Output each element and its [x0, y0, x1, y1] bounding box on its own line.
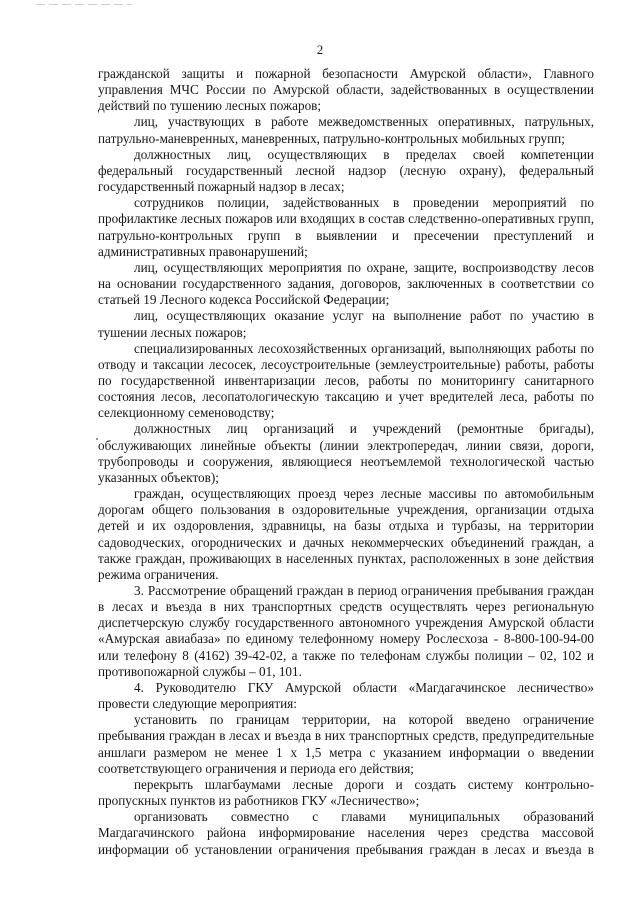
paragraph: должностных лиц организаций и учреждений (ремонтные бригады), обслуживающих линейные объекты (линии электропередач, линии связи, дороги, трубопроводы и сооружения, являющиеся неотъемлемой технологической частью указанных объектов); — [98, 421, 594, 485]
paragraph: сотрудников полиции, задействованных в проведении мероприятий по профилактике лесных пожаров или входящих в состав следственно-оперативных групп, патрульно-контрольных групп в выявлении и пресечении преступлений и административных правонарушений; — [98, 195, 594, 259]
paragraph: установить по границам территории, на которой введено ограничение пребывания граждан в лесах и въезда в них транспортных средств, предупредительные аншлаги размером не менее 1 х 1,5 метра с указанием информации о введении соответствующего ограничения и периода его действия; — [98, 712, 594, 776]
paragraph: организовать совместно с главами муниципальных образований Магдагачинского района информирование населения через средства массовой информации об установлении ограничения пребывания граждан в лесах и въезда в — [98, 809, 594, 857]
scan-artifact — [36, 4, 132, 5]
paragraph: лиц, осуществляющих мероприятия по охране, защите, воспроизводству лесов на основании государственного задания, договоров, заключенных в соответствии со статьей 19 Лесного кодекса Российской Федерации; — [98, 259, 594, 308]
paragraph-continuation: гражданской защиты и пожарной безопасности Амурской области», Главного управления МЧС России по Амурской области, задействованных в осуществлении действий по тушению лесных пожаров; — [98, 66, 594, 114]
numbered-paragraph-4: 4. Руководителю ГКУ Амурской области «Магдагачинское лесничество» провести следующие мероприятия: — [98, 679, 594, 712]
document-body — [98, 66, 594, 858]
page-number: 2 — [316, 42, 324, 57]
paragraph: должностных лиц, осуществляющих в пределах своей компетенции федеральный государственный лесной надзор (лесную охрану), федеральный государственный пожарный надзор в лесах; — [98, 146, 594, 195]
paragraph: лиц, осуществляющих оказание услуг на выполнение работ по участию в тушении лесных пожаров; — [98, 308, 594, 340]
paragraph: перекрыть шлагбаумами лесные дороги и создать систему контрольно-пропускных пунктов из работников ГКУ «Лесничество»; — [98, 776, 594, 809]
paragraph: специализированных лесохозяйственных организаций, выполняющих работы по отводу и таксации лесосек, лесоустроительные (землеустроительные) работы, работы по государственной инвентаризации лесов, работы по мониторингу санитарного состояния лесов, лесопатологическую таксацию и учет вредителей леса, работы по селекционному семеноводству; — [98, 340, 594, 421]
numbered-paragraph-3: 3. Рассмотрение обращений граждан в период ограничения пребывания граждан в лесах и въезда в них транспортных средств осуществлять через региональную диспетчерскую службу государственного автономного учреждения Амурской области «Амурская авиабаза» по единому телефонному номеру Рослесхоза - 8-800-100-94-00 или телефону 8 (4162) 39-42-02, а также по телефонам службы полиции – 02, 102 и противопожарной службы – 01, 101. — [98, 583, 594, 679]
paragraph: граждан, осуществляющих проезд через лесные массивы по автомобильным дорогам общего пользования в оздоровительные учреждения, организации отдыха детей и их оздоровления, здравницы, на базы отдыха и турбазы, на территории садоводческих, огороднических и дачных некоммерческих объединений граждан, а также граждан, проживающих в населенных пунктах, расположенных в зоне действия режима ограничения. — [98, 486, 594, 582]
paragraph: лиц, участвующих в работе межведомственных оперативных, патрульных, патрульно-маневренных, маневренных, патрульно-контрольных мобильных групп; — [98, 114, 594, 146]
